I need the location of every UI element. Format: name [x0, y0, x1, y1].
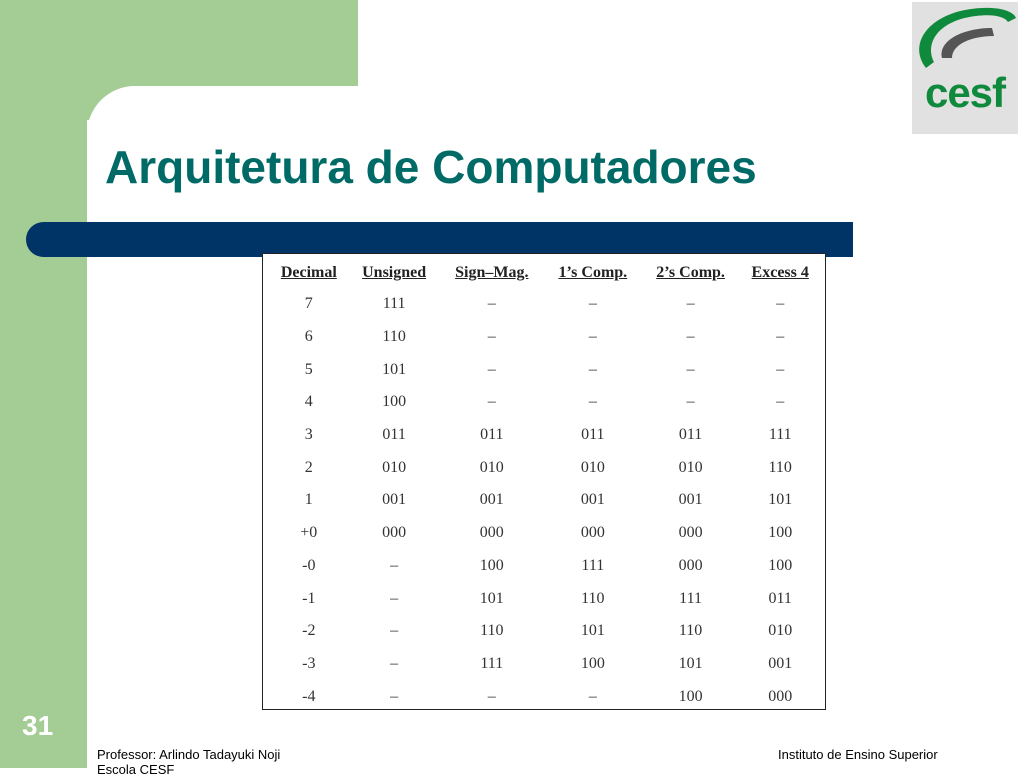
table-cell: 110	[480, 622, 504, 640]
table-cell: 100	[382, 393, 407, 411]
table-cell: –	[776, 360, 785, 378]
table-cell: –	[390, 589, 399, 607]
table-cell: 011	[581, 426, 605, 444]
header-excess-4: Excess 4	[751, 264, 809, 281]
table-cell: 100	[580, 654, 605, 672]
table-cell: 000	[678, 524, 703, 542]
table-cell: 100	[479, 556, 504, 574]
header-ones-comp: 1’s Comp.	[558, 264, 628, 281]
table-cell: 5	[304, 360, 313, 378]
table-cell: 111	[480, 654, 504, 672]
table-cell: -2	[302, 622, 316, 640]
table-header-row	[269, 258, 821, 288]
table-cell: –	[686, 393, 695, 411]
table-cell: –	[390, 622, 399, 640]
table-cell: 001	[580, 491, 605, 509]
footer-professor-line2: Escola CESF	[97, 762, 175, 777]
table-cell: 111	[768, 426, 792, 444]
table-cell: –	[390, 654, 399, 672]
table-cell: –	[588, 393, 597, 411]
table-cell: -3	[302, 654, 316, 672]
table-row	[269, 288, 821, 321]
table-row	[269, 615, 821, 648]
table-cell: 3	[304, 426, 313, 444]
header-unsigned: Unsigned	[362, 264, 427, 281]
table-row	[269, 451, 821, 484]
header-sign-mag: Sign–Mag.	[455, 264, 529, 281]
table-cell: 101	[382, 360, 407, 378]
cesf-logo	[912, 2, 1018, 134]
table-row	[269, 321, 821, 354]
table-row	[269, 353, 821, 386]
table-cell: –	[487, 295, 496, 313]
table-row	[269, 386, 821, 419]
slide-title: Arquitetura de Computadores	[105, 141, 757, 193]
table-cell: -4	[302, 687, 316, 705]
table-cell: 000	[580, 524, 605, 542]
title-underline-bar	[26, 222, 853, 257]
table-cell: 110	[768, 458, 792, 476]
header-twos-comp: 2’s Comp.	[656, 264, 725, 281]
table-cell: –	[588, 360, 597, 378]
table-cell: -1	[302, 589, 316, 607]
table-cell: 1	[304, 491, 313, 509]
green-frame-left	[0, 0, 87, 768]
table-cell: –	[390, 687, 399, 705]
table-cell: 111	[382, 295, 406, 313]
table-row	[269, 680, 821, 713]
table-cell: –	[588, 295, 597, 313]
table-cell: –	[686, 295, 695, 313]
table-cell: 101	[479, 589, 504, 607]
table-row	[269, 484, 821, 517]
table-row	[269, 550, 821, 583]
table-cell: –	[390, 556, 399, 574]
table-cell: 4	[304, 393, 313, 411]
table-cell: 001	[382, 491, 407, 509]
table-cell: 000	[768, 687, 793, 705]
table-cell: 011	[382, 426, 406, 444]
table-cell: 011	[678, 426, 703, 444]
table-row	[269, 648, 821, 681]
table-cell: 7	[304, 295, 313, 313]
header-decimal: Decimal	[280, 264, 337, 281]
table-row	[269, 517, 821, 550]
table-cell: –	[487, 328, 496, 346]
table-cell: –	[686, 328, 695, 346]
table-cell: 011	[480, 426, 504, 444]
table-cell: 010	[479, 458, 504, 476]
table-cell: 110	[382, 328, 406, 346]
table-cell: 6	[304, 328, 313, 346]
table-cell: +0	[300, 524, 318, 542]
table-cell: –	[776, 393, 785, 411]
table-cell: 101	[678, 654, 703, 672]
table-cell: –	[776, 295, 785, 313]
table-cell: 111	[581, 556, 605, 574]
footer-professor	[97, 747, 377, 777]
binary-table	[269, 258, 821, 713]
table-cell: –	[487, 687, 496, 705]
slide-number: 31	[22, 710, 54, 741]
table-cell: 000	[382, 524, 407, 542]
table-cell: 2	[304, 458, 313, 476]
table-cell: -0	[302, 556, 316, 574]
table-cell: 101	[768, 491, 793, 509]
table-cell: 111	[679, 589, 702, 607]
table-cell: 101	[580, 622, 605, 640]
table-cell: 001	[479, 491, 504, 509]
logo-wordmark: cesf	[924, 69, 1006, 116]
table-cell: 100	[678, 687, 703, 705]
table-cell: 110	[581, 589, 605, 607]
table-cell: 010	[768, 622, 793, 640]
table-cell: 001	[678, 491, 703, 509]
table-cell: 000	[678, 556, 703, 574]
footer-institute: Instituto de Ensino Superior	[778, 747, 938, 762]
table-cell: 100	[768, 556, 793, 574]
table-cell: –	[686, 360, 695, 378]
table-cell: 011	[768, 589, 792, 607]
number-representation-table	[262, 253, 826, 710]
table-row	[269, 582, 821, 615]
table-cell: 100	[768, 524, 793, 542]
table-cell: –	[588, 687, 597, 705]
table-cell: 001	[768, 654, 793, 672]
table-cell: 110	[678, 622, 703, 640]
table-cell: 000	[479, 524, 504, 542]
table-cell: –	[588, 328, 597, 346]
table-cell: –	[487, 393, 496, 411]
footer-professor-line1: Professor: Arlindo Tadayuki Noji	[97, 747, 281, 762]
table-cell: 010	[580, 458, 605, 476]
table-cell: 010	[382, 458, 407, 476]
table-cell: 010	[678, 458, 703, 476]
table-cell: –	[487, 360, 496, 378]
table-row	[269, 419, 821, 452]
table-cell: –	[776, 328, 785, 346]
